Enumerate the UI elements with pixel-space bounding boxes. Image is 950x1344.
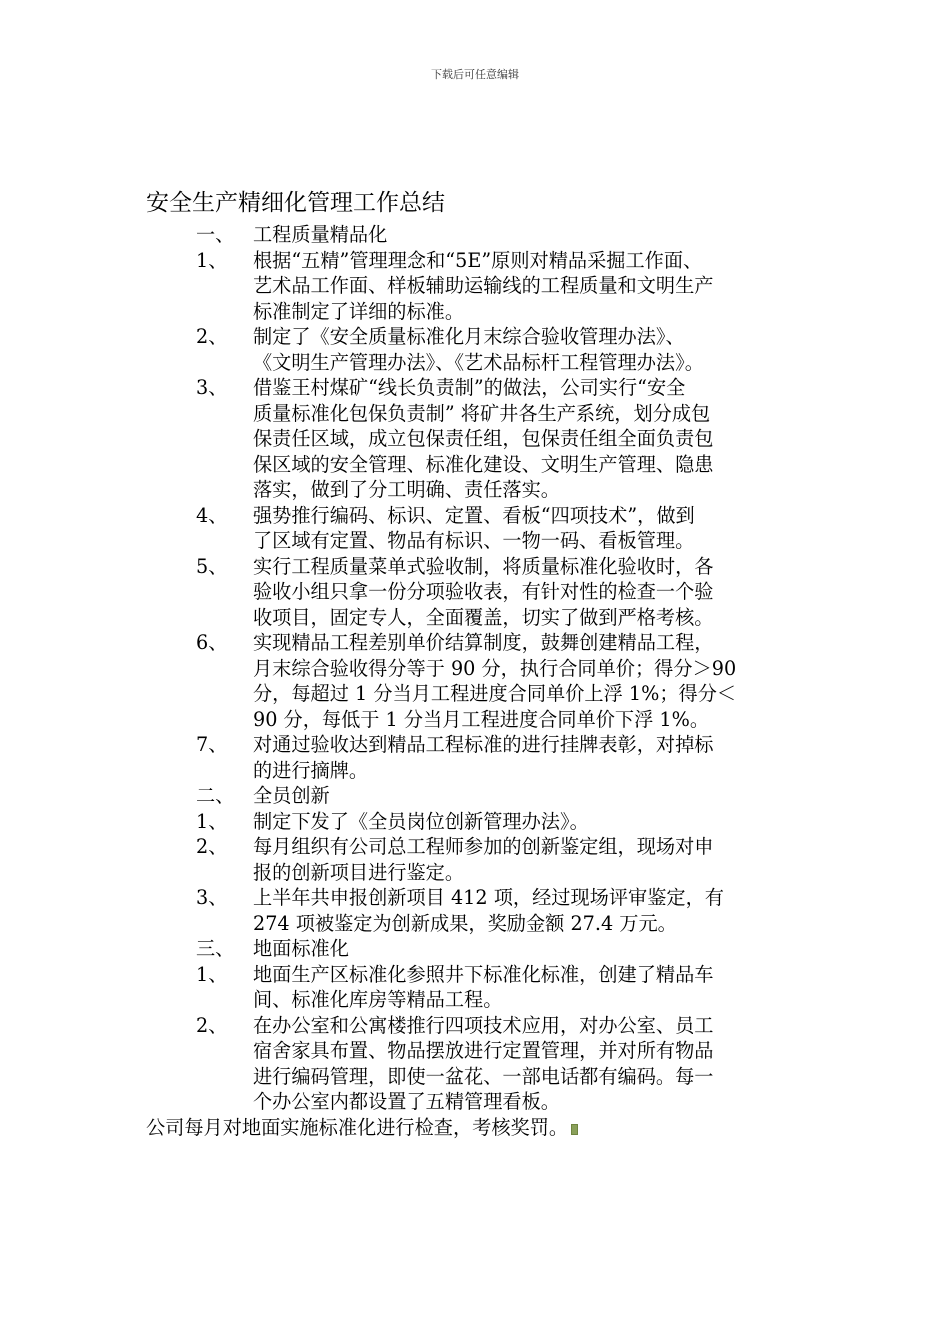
- section-heading-text: 工程质量精品化: [253, 223, 388, 246]
- list-item: [0, 324, 950, 375]
- list-item: [0, 809, 950, 835]
- list-item: [0, 834, 950, 885]
- list-item-line: 艺术品工作面、样板辅助运输线的工程质量和文明生产: [253, 274, 714, 297]
- section-marker: 二、: [196, 784, 235, 807]
- section-heading: [0, 783, 950, 809]
- list-item-line: 分，每超过 1 分当月工程进度合同单价上浮 1%；得分＜: [253, 682, 737, 705]
- document-body: [0, 222, 950, 1140]
- list-item-line: 进行编码管理，即使一盆花、一部电话都有编码。每一: [253, 1064, 714, 1088]
- list-item-line: 根据“五精”管理理念和“5E”原则对精品采掘工作面、: [253, 248, 703, 272]
- list-item-line: 强势推行编码、标识、定置、看板“四项技术”，做到: [253, 503, 695, 527]
- list-item: [0, 248, 950, 325]
- list-item-line: 对通过验收达到精品工程标准的进行挂牌表彰，对掉标: [253, 733, 714, 756]
- list-item-marker: 2、: [196, 835, 228, 858]
- list-item-line: 落实，做到了分工明确、责任落实。: [253, 478, 560, 501]
- list-item-marker: 6、: [196, 631, 228, 654]
- list-item-line: 274 项被鉴定为创新成果，奖励金额 27.4 万元。: [253, 911, 677, 935]
- list-item-line: 保责任区域，成立包保责任组，包保责任组全面负责包: [253, 427, 714, 450]
- section-marker: 三、: [196, 937, 235, 960]
- list-item-marker: 4、: [196, 503, 228, 527]
- list-item-marker: 7、: [196, 733, 228, 756]
- list-item-marker: 1、: [196, 809, 228, 833]
- section-marker: 一、: [196, 223, 235, 246]
- list-item-line: 制定了《安全质量标准化月末综合验收管理办法》、: [253, 325, 685, 348]
- list-item: [0, 885, 950, 936]
- list-item-line: 实行工程质量菜单式验收制，将质量标准化验收时，各: [253, 554, 714, 578]
- paragraph-end-mark-icon: [571, 1124, 578, 1135]
- page-header: 下载后可任意编辑: [431, 68, 519, 81]
- list-item: [0, 554, 950, 631]
- list-item-line: 收项目，固定专人，全面覆盖，切实了做到严格考核。: [253, 605, 714, 629]
- document-title: 安全生产精细化管理工作总结: [146, 190, 445, 216]
- list-item: [0, 503, 950, 554]
- closing-paragraph: [146, 1115, 950, 1141]
- list-item-line: 制定下发了《全员岗位创新管理办法》。: [253, 809, 589, 833]
- list-item-line: 质量标准化包保负责制” 将矿井各生产系统，划分成包: [253, 401, 711, 425]
- section-heading: [0, 936, 950, 962]
- list-item-marker: 3、: [196, 886, 228, 909]
- list-item-marker: 3、: [196, 376, 228, 399]
- list-item: [0, 375, 950, 503]
- list-item-marker: 2、: [196, 325, 228, 348]
- section-heading: [0, 222, 950, 248]
- list-item-line: 保区域的安全管理、标准化建设、文明生产管理、隐患: [253, 452, 714, 476]
- list-item-line: 的进行摘牌。: [253, 758, 369, 782]
- list-item-line: 每月组织有公司总工程师参加的创新鉴定组，现场对申: [253, 835, 714, 858]
- list-item-line: 实现精品工程差别单价结算制度，鼓舞创建精品工程，: [253, 631, 714, 654]
- list-item-line: 《文明生产管理办法》、《艺术品标杆工程管理办法》。: [253, 350, 704, 374]
- list-item-line: 了区域有定置、物品有标识、一物一码、看板管理。: [253, 529, 695, 552]
- list-item-line: 90 分，每低于 1 分当月工程进度合同单价下浮 1%。: [253, 707, 710, 731]
- list-item-marker: 5、: [196, 554, 228, 578]
- list-item-line: 个办公室内都设置了五精管理看板。: [253, 1090, 560, 1113]
- section-heading-text: 全员创新: [253, 784, 330, 807]
- section-heading-text: 地面标准化: [253, 937, 349, 960]
- list-item: [0, 630, 950, 732]
- list-item-line: 借鉴王村煤矿“线长负责制”的做法，公司实行“安全: [253, 376, 686, 399]
- list-item-marker: 1、: [196, 962, 228, 986]
- closing-text: 公司每月对地面实施标准化进行检查，考核奖罚。: [146, 1115, 569, 1139]
- list-item-line: 月末综合验收得分等于 90 分，执行合同单价；得分＞90: [253, 656, 737, 680]
- list-item-line: 宿舍家具布置、物品摆放进行定置管理，并对所有物品: [253, 1039, 714, 1062]
- list-item-line: 地面生产区标准化参照井下标准化标准，创建了精品车: [253, 962, 714, 986]
- list-item: [0, 962, 950, 1013]
- list-item-marker: 1、: [196, 248, 228, 272]
- list-item-line: 间、标准化库房等精品工程。: [253, 988, 503, 1011]
- list-item: [0, 1013, 950, 1115]
- list-item-line: 上半年共申报创新项目 412 项，经过现场评审鉴定，有: [253, 886, 724, 909]
- list-item-marker: 2、: [196, 1013, 228, 1037]
- list-item-line: 验收小组只拿一份分项验收表，有针对性的检查一个验: [253, 580, 714, 603]
- list-item-line: 标准制定了详细的标准。: [253, 299, 465, 323]
- list-item-line: 在办公室和公寓楼推行四项技术应用，对办公室、员工: [253, 1013, 714, 1037]
- list-item-line: 报的创新项目进行鉴定。: [253, 860, 465, 884]
- list-item: [0, 732, 950, 783]
